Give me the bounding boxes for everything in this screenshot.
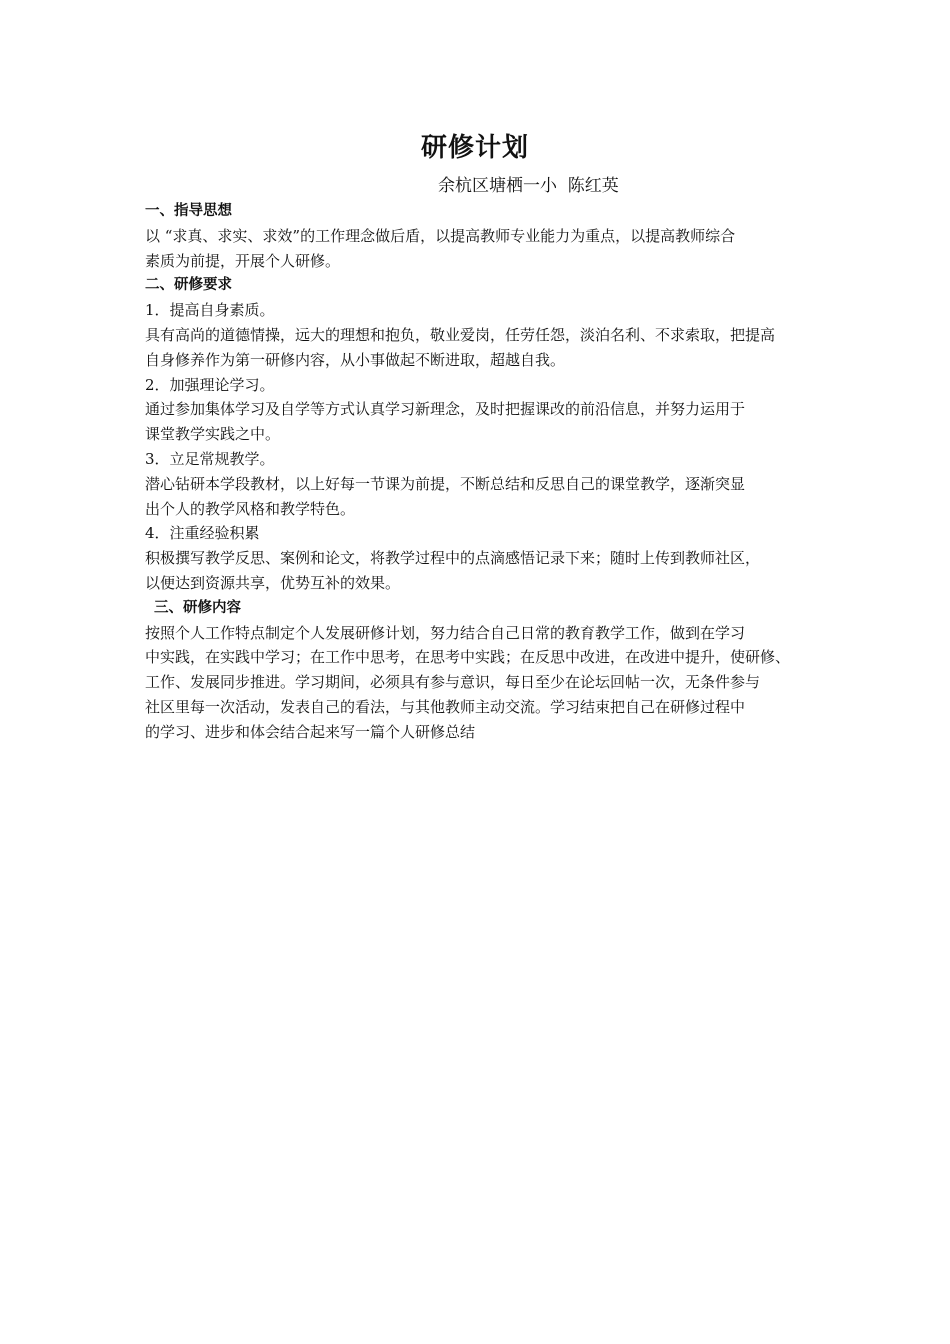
paragraph-line: 自身修养作为第一研修内容，从小事做起不断进取，超越自我。 [145,350,566,369]
paragraph-line: 积极撰写教学反思、案例和论文，将教学过程中的点滴感悟记录下来；随时上传到教师社区， [145,549,761,568]
paragraph-line: 按照个人工作特点制定个人发展研修计划，努力结合自己日常的教育教学工作，做到在学习 [145,623,746,642]
list-item-heading: 3．立足常规教学。 [145,449,275,468]
paragraph-line: 课堂教学实践之中。 [145,425,281,444]
document-author: 余杭区塘栖一小 陈红英 [438,176,619,196]
section-heading-guiding-thought: 一、指导思想 [145,203,232,219]
list-item-heading: 4．注重经验积累 [145,524,260,543]
paragraph-line: 中实践，在实践中学习；在工作中思考，在思考中实践；在反思中改进，在改进中提升，使研修、 [145,648,791,667]
paragraph-line: 以便达到资源共享，优势互补的效果。 [145,573,401,592]
paragraph-line: 潜心钻研本学段教材，以上好每一节课为前提，不断总结和反思自己的课堂教学，逐渐突显 [145,474,746,493]
paragraph-line: 工作、发展同步推进。学习期间，必须具有参与意识，每日至少在论坛回帖一次，无条件参与 [145,673,761,692]
paragraph-line: 出个人的教学风格和教学特色。 [145,499,356,518]
document-title: 研修计划 [420,133,529,163]
paragraph-line: 以 “求真、求实、求效”的工作理念做后盾，以提高教师专业能力为重点，以提高教师综合 [145,226,736,245]
section-heading-requirements: 二、研修要求 [145,277,232,294]
list-item-heading: 1．提高自身素质。 [145,301,275,320]
paragraph-line: 具有高尚的道德情操，远大的理想和抱负，敬业爱岗，任劳任怨，淡泊名利、不求索取，把提高 [145,325,776,344]
paragraph-line: 通过参加集体学习及自学等方式认真学习新理念，及时把握课改的前沿信息，并努力运用于 [145,400,746,419]
list-item-heading: 2．加强理论学习。 [145,375,275,394]
paragraph-line: 社区里每一次活动，发表自己的看法，与其他教师主动交流。学习结束把自己在研修过程中 [145,697,746,716]
section-heading-content: 三、研修内容 [154,599,241,616]
paragraph-line: 素质为前提，开展个人研修。 [145,251,341,270]
paragraph-line: 的学习、进步和体会结合起来写一篇个人研修总结 [145,722,476,741]
document-body [145,199,810,745]
